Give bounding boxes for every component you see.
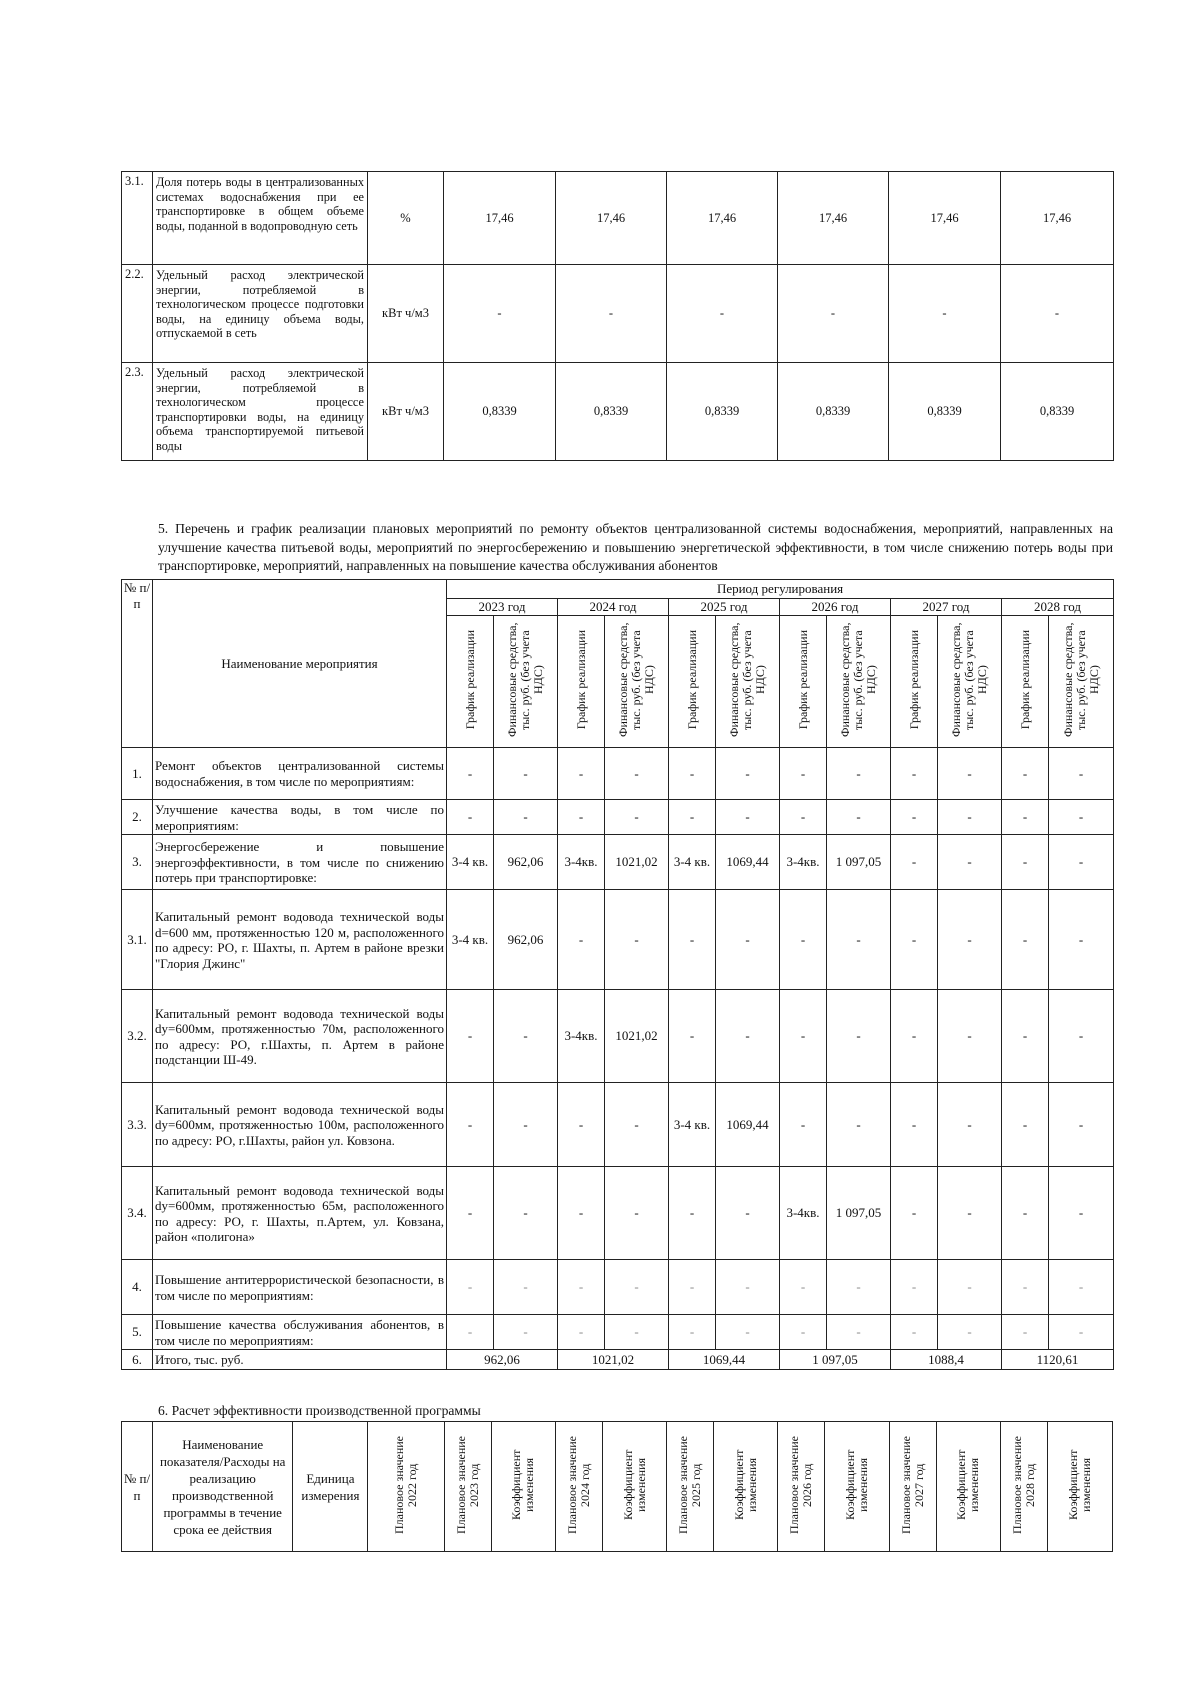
finance-header-label: Финансовые средства, тыс. руб. (без учета НДС) [727, 622, 767, 737]
value-cell: - [716, 1260, 780, 1315]
value-cell: 1021,02 [605, 990, 669, 1083]
value-cell: - [891, 890, 938, 990]
value-cell: - [938, 1260, 1002, 1315]
section-5-title: 5. Перечень и график реализации плановых мероприятий по ремонту объектов централизованной системы водоснабжения, мероприятий, направленных на улучшение качества питьевой воды, мероприятий по энергосбережению и повышению энергетической эффективности, в том числе снижению потерь воды при транспортировке, мероприятий, направленных на повышение качества обслуживания абонентов [158, 521, 1113, 573]
col-header-label: Плановое значение 2023 год [453, 1435, 481, 1534]
value-cell: 0,8339 [444, 363, 556, 461]
measure-name: Капитальный ремонт водовода технической воды dy=600мм, протяженностью 70м, расположенного по адресу: РО, г.Шахты, п. Артем в районе подстанции Ш-49. [153, 990, 447, 1083]
value-cell: - [558, 748, 605, 800]
table-row [122, 265, 1114, 363]
col-unit-header: Единица измерения [293, 1422, 368, 1552]
schedule-header-label: График реализации [462, 630, 477, 730]
measure-name: Повышение качества обслуживания абонентов, в том числе по мероприятиям: [153, 1315, 447, 1350]
col-header-label: Коэффициент изменения [954, 1449, 982, 1520]
measure-name: Капитальный ремонт водовода технической воды dy=600мм, протяженностью 65м, расположенного по адресу: РО, г. Шахты, п.Артем, ул. Ковзана, район «полигона» [153, 1167, 447, 1260]
value-cell: 17,46 [444, 172, 556, 265]
col-header-label: Плановое значение 2025 год [676, 1435, 704, 1534]
value-cell: - [891, 800, 938, 835]
value-cell: - [827, 748, 891, 800]
schedule-header-label: График реализации [906, 630, 921, 730]
row-number: 3.2. [122, 990, 153, 1083]
row-number: 3.1. [122, 890, 153, 990]
col-header-label: Коэффициент изменения [731, 1449, 759, 1520]
table-row [122, 990, 1114, 1083]
finance-header [716, 616, 780, 748]
value-cell: 17,46 [1001, 172, 1114, 265]
col-header-label: Плановое значение 2024 год [564, 1435, 592, 1534]
total-value: 1088,4 [891, 1350, 1002, 1370]
value-cell: 0,8339 [556, 363, 667, 461]
total-value: 1021,02 [558, 1350, 669, 1370]
year-header: 2028 год [1002, 599, 1114, 616]
value-cell: - [1049, 1260, 1114, 1315]
value-cell: - [827, 1260, 891, 1315]
year-header: 2024 год [558, 599, 669, 616]
unit-cell: % [368, 172, 444, 265]
value-cell: - [1049, 990, 1114, 1083]
finance-header [494, 616, 558, 748]
value-cell: - [1001, 265, 1114, 363]
value-cell: 3-4кв. [780, 1167, 827, 1260]
value-cell: - [1049, 1167, 1114, 1260]
value-cell: - [494, 748, 558, 800]
total-value: 1120,61 [1002, 1350, 1114, 1370]
value-cell: 17,46 [556, 172, 667, 265]
col-header-label: Плановое значение 2027 год [898, 1435, 926, 1534]
col-header [1000, 1422, 1047, 1552]
value-cell: - [447, 800, 494, 835]
value-cell: - [667, 265, 778, 363]
value-cell: - [1002, 990, 1049, 1083]
row-number: 3. [122, 835, 153, 890]
value-cell: - [716, 748, 780, 800]
table-row [122, 1167, 1114, 1260]
finance-header [1049, 616, 1114, 748]
row-number: 4. [122, 1260, 153, 1315]
table-row [122, 835, 1114, 890]
value-cell: - [1002, 1315, 1049, 1350]
col-num-header: № п/п [122, 1422, 153, 1552]
col-header-label: Коэффициент изменения [509, 1449, 537, 1520]
finance-header [938, 616, 1002, 748]
value-cell: - [558, 1083, 605, 1167]
value-cell: 1 097,05 [827, 835, 891, 890]
value-cell: - [494, 1260, 558, 1315]
value-cell: - [938, 1083, 1002, 1167]
value-cell: - [605, 890, 669, 990]
value-cell: - [780, 990, 827, 1083]
row-number: 2.2. [122, 265, 153, 363]
value-cell: - [447, 1260, 494, 1315]
value-cell: 962,06 [494, 835, 558, 890]
total-value: 1 097,05 [780, 1350, 891, 1370]
value-cell: - [669, 1315, 716, 1350]
measure-name: Улучшение качества воды, в том числе по мероприятиям: [153, 800, 447, 835]
value-cell: - [938, 990, 1002, 1083]
col-header [778, 1422, 825, 1552]
value-cell: - [716, 1167, 780, 1260]
col-header-label: Коэффициент изменения [620, 1449, 648, 1520]
col-num-header: № п/п [122, 580, 153, 748]
value-cell: - [780, 748, 827, 800]
value-cell: - [447, 1315, 494, 1350]
col-header [444, 1422, 491, 1552]
value-cell: 1021,02 [605, 835, 669, 890]
schedule-header-label: График реализации [573, 630, 588, 730]
col-header [602, 1422, 666, 1552]
finance-header [605, 616, 669, 748]
value-cell: - [1002, 1167, 1049, 1260]
col-name-header: Наименование мероприятия [153, 580, 447, 748]
measure-name: Капитальный ремонт водовода технической воды dy=600мм, протяженностью 100м, расположенного по адресу: РО, г.Шахты, район ул. Ковзона. [153, 1083, 447, 1167]
finance-header-label: Финансовые средства, тыс. руб. (без учета НДС) [505, 622, 545, 737]
value-cell: 3-4кв. [558, 835, 605, 890]
period-header: Период регулирования [447, 580, 1114, 599]
value-cell: 0,8339 [1001, 363, 1114, 461]
value-cell: - [891, 1083, 938, 1167]
value-cell: - [938, 800, 1002, 835]
table-row [122, 1083, 1114, 1167]
value-cell: - [605, 1083, 669, 1167]
value-cell: - [891, 1260, 938, 1315]
year-header: 2026 год [780, 599, 891, 616]
year-header: 2023 год [447, 599, 558, 616]
value-cell: 962,06 [494, 890, 558, 990]
value-cell: - [1002, 890, 1049, 990]
value-cell: - [780, 1315, 827, 1350]
total-value: 1069,44 [669, 1350, 780, 1370]
value-cell: 0,8339 [667, 363, 778, 461]
value-cell: - [558, 800, 605, 835]
value-cell: - [938, 835, 1002, 890]
measure-name: Повышение антитеррористической безопасности, в том числе по мероприятиям: [153, 1260, 447, 1315]
col-indicator-header: Наименование показателя/Расходы на реализацию производственной программы в течение срока ее действия [153, 1422, 293, 1552]
efficiency-table [121, 1421, 1113, 1552]
value-cell: - [444, 265, 556, 363]
col-header [667, 1422, 714, 1552]
value-cell: - [1049, 1083, 1114, 1167]
row-number: 6. [122, 1350, 153, 1370]
unit-cell: кВт ч/м3 [368, 363, 444, 461]
value-cell: 0,8339 [889, 363, 1001, 461]
value-cell: - [1002, 1260, 1049, 1315]
value-cell: - [494, 800, 558, 835]
value-cell: - [891, 748, 938, 800]
col-header [1047, 1422, 1112, 1552]
value-cell: 1069,44 [716, 1083, 780, 1167]
row-number: 3.1. [122, 172, 153, 265]
measures-table [121, 579, 1114, 1370]
value-cell: - [669, 800, 716, 835]
row-number: 2.3. [122, 363, 153, 461]
schedule-header [669, 616, 716, 748]
value-cell: - [938, 1315, 1002, 1350]
value-cell: - [827, 1083, 891, 1167]
table-row [122, 172, 1114, 265]
total-row [122, 1350, 1114, 1370]
indicator-name: Доля потерь воды в централизованных системах водоснабжения при ее транспортировке в общем объеме воды, поданной в водопроводную сеть [153, 172, 368, 265]
value-cell: - [447, 1083, 494, 1167]
value-cell: 3-4 кв. [447, 890, 494, 990]
value-cell: - [605, 748, 669, 800]
total-value: 962,06 [447, 1350, 558, 1370]
value-cell: 3-4кв. [780, 835, 827, 890]
row-number: 5. [122, 1315, 153, 1350]
value-cell: - [780, 800, 827, 835]
value-cell: - [1002, 1083, 1049, 1167]
value-cell: - [605, 1167, 669, 1260]
value-cell: - [891, 990, 938, 1083]
value-cell: 17,46 [778, 172, 889, 265]
value-cell: - [494, 1315, 558, 1350]
value-cell: 17,46 [889, 172, 1001, 265]
finance-header-label: Финансовые средства, тыс. руб. (без учета НДС) [616, 622, 656, 737]
value-cell: 3-4 кв. [669, 1083, 716, 1167]
col-header-label: Коэффициент изменения [842, 1449, 870, 1520]
value-cell: - [780, 890, 827, 990]
value-cell: - [778, 265, 889, 363]
value-cell: - [447, 1167, 494, 1260]
col-header-label: Плановое значение 2026 год [787, 1435, 815, 1534]
value-cell: - [716, 990, 780, 1083]
section-6-title: 6. Расчет эффективности производственной программы [158, 1403, 481, 1418]
col-header [555, 1422, 602, 1552]
value-cell: - [669, 890, 716, 990]
schedule-header [1002, 616, 1049, 748]
value-cell: - [716, 800, 780, 835]
value-cell: - [780, 1083, 827, 1167]
table-row [122, 800, 1114, 835]
schedule-header-label: График реализации [795, 630, 810, 730]
value-cell: 0,8339 [778, 363, 889, 461]
col-header [936, 1422, 1000, 1552]
col-header [491, 1422, 555, 1552]
value-cell: - [669, 1260, 716, 1315]
year-header: 2025 год [669, 599, 780, 616]
value-cell: - [889, 265, 1001, 363]
table-row [122, 890, 1114, 990]
value-cell: 3-4 кв. [447, 835, 494, 890]
value-cell: 17,46 [667, 172, 778, 265]
value-cell: - [1002, 800, 1049, 835]
col-header [889, 1422, 936, 1552]
measure-name: Ремонт объектов централизованной системы водоснабжения, в том числе по мероприятиям: [153, 748, 447, 800]
value-cell: - [891, 835, 938, 890]
table-row [122, 1260, 1114, 1315]
schedule-header-label: График реализации [1017, 630, 1032, 730]
schedule-header [780, 616, 827, 748]
table-row [122, 748, 1114, 800]
value-cell: - [605, 1315, 669, 1350]
finance-header [827, 616, 891, 748]
indicator-name: Удельный расход электрической энергии, потребляемой в технологическом процессе подготовки воды, на единицу объема воды, отпускаемой в сеть [153, 265, 368, 363]
value-cell: - [938, 748, 1002, 800]
value-cell: - [780, 1260, 827, 1315]
value-cell: - [605, 1260, 669, 1315]
unit-cell: кВт ч/м3 [368, 265, 444, 363]
measure-name: Энергосбережение и повышение энергоэффективности, в том числе по снижению потерь при транспортировке: [153, 835, 447, 890]
value-cell: - [1049, 1315, 1114, 1350]
value-cell: - [1049, 800, 1114, 835]
table-row [122, 363, 1114, 461]
measure-name: Капитальный ремонт водовода технической воды d=600 мм, протяженностью 120 м, расположенного по адресу: РО, г. Шахты, п. Артем в районе врезки "Глория Джинс" [153, 890, 447, 990]
indicators-table [121, 171, 1114, 461]
value-cell: - [558, 1260, 605, 1315]
value-cell: - [558, 1167, 605, 1260]
value-cell: - [891, 1315, 938, 1350]
value-cell: - [558, 890, 605, 990]
finance-header-label: Финансовые средства, тыс. руб. (без учета НДС) [838, 622, 878, 737]
row-number: 2. [122, 800, 153, 835]
value-cell: - [827, 990, 891, 1083]
row-number: 1. [122, 748, 153, 800]
value-cell: - [605, 800, 669, 835]
value-cell: - [1049, 748, 1114, 800]
value-cell: - [494, 990, 558, 1083]
value-cell: 1069,44 [716, 835, 780, 890]
value-cell: 1 097,05 [827, 1167, 891, 1260]
value-cell: - [494, 1167, 558, 1260]
value-cell: - [556, 265, 667, 363]
value-cell: - [1049, 835, 1114, 890]
col-header [714, 1422, 778, 1552]
value-cell: 3-4кв. [558, 990, 605, 1083]
indicator-name: Удельный расход электрической энергии, потребляемой в технологическом процессе транспортировки воды, на единицу объема транспортируемой питьевой воды [153, 363, 368, 461]
value-cell: - [447, 990, 494, 1083]
col-header [368, 1422, 444, 1552]
schedule-header [447, 616, 494, 748]
year-header: 2027 год [891, 599, 1002, 616]
value-cell: - [827, 1315, 891, 1350]
value-cell: - [827, 800, 891, 835]
schedule-header [558, 616, 605, 748]
value-cell: - [827, 890, 891, 990]
schedule-header [891, 616, 938, 748]
value-cell: - [494, 1083, 558, 1167]
value-cell: - [669, 748, 716, 800]
col-header-label: Плановое значение 2028 год [1009, 1435, 1037, 1534]
value-cell: - [938, 890, 1002, 990]
col-header-label: Плановое значение 2022 год [392, 1435, 420, 1534]
value-cell: - [558, 1315, 605, 1350]
value-cell: - [1049, 890, 1114, 990]
finance-header-label: Финансовые средства, тыс. руб. (без учета НДС) [949, 622, 989, 737]
value-cell: 3-4 кв. [669, 835, 716, 890]
finance-header-label: Финансовые средства, тыс. руб. (без учета НДС) [1060, 622, 1101, 737]
schedule-header-label: График реализации [684, 630, 699, 730]
col-header [825, 1422, 889, 1552]
value-cell: - [669, 990, 716, 1083]
value-cell: - [447, 748, 494, 800]
row-number: 3.3. [122, 1083, 153, 1167]
row-number: 3.4. [122, 1167, 153, 1260]
total-label: Итого, тыс. руб. [153, 1350, 447, 1370]
col-header-label: Коэффициент изменения [1065, 1449, 1093, 1520]
value-cell: - [891, 1167, 938, 1260]
value-cell: - [1002, 748, 1049, 800]
value-cell: - [1002, 835, 1049, 890]
value-cell: - [716, 890, 780, 990]
value-cell: - [938, 1167, 1002, 1260]
value-cell: - [669, 1167, 716, 1260]
table-row [122, 1315, 1114, 1350]
value-cell: - [716, 1315, 780, 1350]
